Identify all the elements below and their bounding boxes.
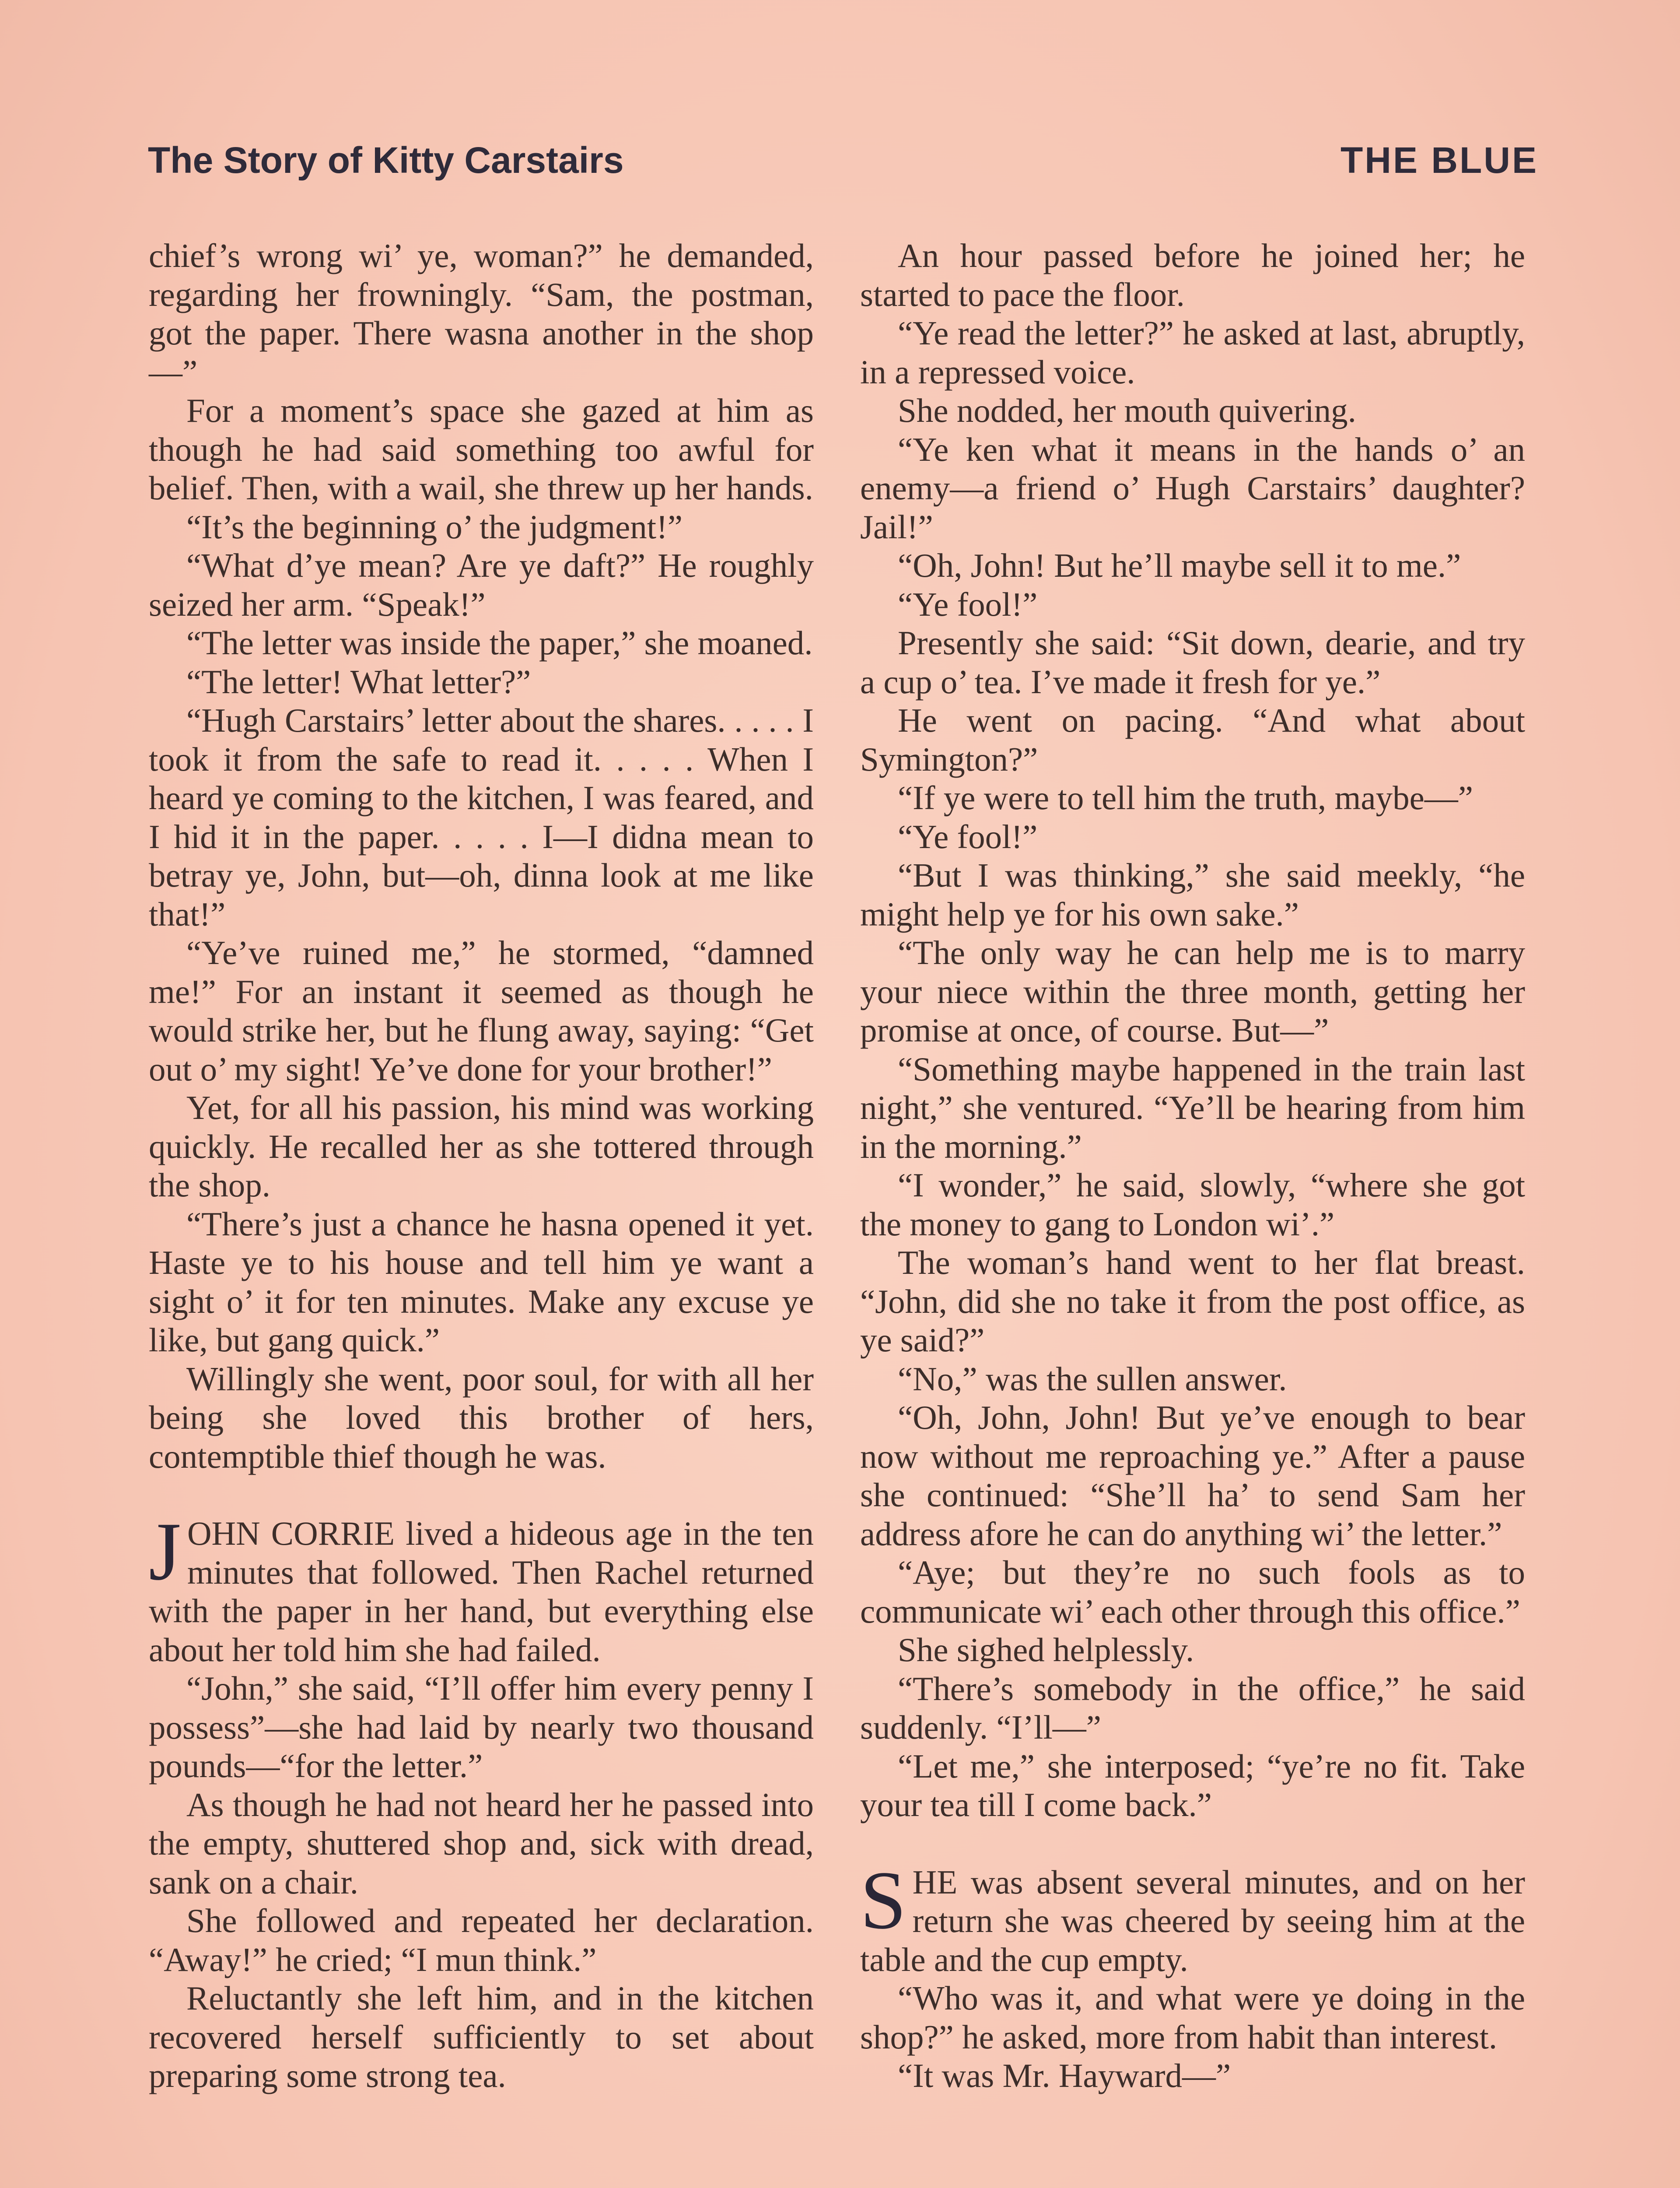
right-column bbox=[860, 236, 1525, 2095]
paragraph: “But I was thinking,” she said meekly, “he might help ye for his own sake.” bbox=[860, 856, 1525, 933]
paragraph: “There’s just a chance he hasna opened it yet. Haste ye to his house and tell him ye want a sight o’ it for ten minutes. Make any excuse ye like, but gang quick.” bbox=[149, 1205, 814, 1359]
paragraph: “Oh, John! But he’ll maybe sell it to me.” bbox=[898, 547, 1461, 584]
section-paragraph bbox=[149, 1506, 814, 1669]
paragraph-text: OHN CORRIE lived a hideous age in the ten minutes that followed. Then Rachel returned with the paper in her hand, but everything else about her told him she had failed. bbox=[149, 1515, 814, 1669]
paragraph: She nodded, her mouth quivering. bbox=[898, 392, 1356, 429]
paragraph: “If ye were to tell him the truth, maybe—” bbox=[898, 779, 1473, 817]
paragraph: She sighed helplessly. bbox=[898, 1631, 1194, 1669]
paragraph: “It’s the beginning o’ the judgment!” bbox=[186, 508, 683, 546]
paragraph: “I wonder,” he said, slowly, “where she got the money to gang to London wi’.” bbox=[860, 1166, 1525, 1243]
drop-cap: J bbox=[149, 1506, 181, 1598]
story-title: The Story of Kitty Carstairs bbox=[148, 140, 624, 181]
section-paragraph bbox=[860, 1854, 1525, 1979]
paragraph: She followed and repeated her declaration. “Away!” he cried; “I mun think.” bbox=[149, 1902, 814, 1978]
paragraph: chief’s wrong wi’ ye, woman?” he demanded, regarding her frowningly. “Sam, the postman, got the paper. There wasna another in the shop—” bbox=[149, 237, 814, 391]
paragraph: “Ye fool!” bbox=[898, 817, 1038, 856]
magazine-title: THE BLUE bbox=[1340, 140, 1538, 181]
paragraph: “John,” she said, “I’ll offer him every penny I possess”—she had laid by nearly two thousand pounds—“for the letter.” bbox=[149, 1669, 814, 1785]
paragraph: “Ye’ve ruined me,” he stormed, “damned me!” For an instant it seemed as though he would strike her, but he flung away, saying: “Get out o’ my sight! Ye’ve done for your brother!” bbox=[149, 934, 814, 1088]
paragraph: “The only way he can help me is to marry your niece within the three month, getting her promise at once, of course. But—” bbox=[860, 934, 1525, 1049]
running-header bbox=[148, 139, 1538, 192]
paragraph: “Ye read the letter?” he asked at last, abruptly, in a repressed voice. bbox=[860, 314, 1525, 391]
paragraph: Reluctantly she left him, and in the kitchen recovered herself sufficiently to set about preparing some strong tea. bbox=[149, 1979, 814, 2094]
paragraph: “Who was it, and what were ye doing in the shop?” he asked, more from habit than interest. bbox=[860, 1979, 1525, 2056]
paragraph: Willingly she went, poor soul, for with all her being she loved this brother of hers, contemptible thief though he was. bbox=[149, 1360, 814, 1475]
paragraph: “What d’ye mean? Are ye daft?” He roughly seized her arm. “Speak!” bbox=[149, 547, 814, 623]
paragraph: The woman’s hand went to her flat breast. “John, did she no take it from the post office, as ye said?” bbox=[860, 1244, 1525, 1359]
paragraph: “Ye ken what it means in the hands o’ an enemy—a friend o’ Hugh Carstairs’ daughter? Jail!” bbox=[860, 430, 1525, 546]
drop-cap: S bbox=[860, 1854, 906, 1946]
paragraph: “No,” was the sullen answer. bbox=[898, 1360, 1287, 1398]
paragraph: “The letter was inside the paper,” she moaned. bbox=[186, 624, 813, 662]
paragraph: Presently she said: “Sit down, dearie, and try a cup o’ tea. I’ve made it fresh for ye.” bbox=[860, 624, 1525, 701]
paragraph: “Oh, John, John! But ye’ve enough to bear now without me reproaching ye.” After a pause she continued: “She’ll ha’ to send Sam her address afore he can do anything wi’ the letter.” bbox=[860, 1399, 1525, 1553]
paragraph: “Aye; but they’re no such fools as to communicate wi’ each other through this office.” bbox=[860, 1553, 1525, 1630]
paragraph: “Ye fool!” bbox=[898, 585, 1038, 623]
left-column bbox=[149, 236, 814, 2095]
paragraph: “The letter! What letter?” bbox=[186, 663, 531, 701]
paragraph: “There’s somebody in the office,” he said suddenly. “I’ll—” bbox=[860, 1669, 1525, 1746]
paragraph: For a moment’s space she gazed at him as though he had said something too awful for belief. Then, with a wail, she threw up her hands. bbox=[149, 392, 814, 507]
paragraph: As though he had not heard her he passed into the empty, shuttered shop and, sick with dread, sank on a chair. bbox=[149, 1785, 814, 1901]
paragraph: “Hugh Carstairs’ letter about the shares. . . . . I took it from the safe to read it. . . . . When I heard ye coming to the kitchen, I was feared, and I hid it in the paper. . . . . I—I didna mean to betray ye, John, but—oh, dinna look at me like that!” bbox=[149, 701, 814, 933]
paragraph: Yet, for all his passion, his mind was working quickly. He recalled her as she tottered through the shop. bbox=[149, 1089, 814, 1204]
paragraph: He went on pacing. “And what about Symington?” bbox=[860, 701, 1525, 778]
paragraph-text: HE was absent several minutes, and on her return she was cheered by seeing him at the table and the cup empty. bbox=[860, 1863, 1525, 1978]
paragraph: “Something maybe happened in the train last night,” she ventured. “Ye’ll be hearing from him in the morning.” bbox=[860, 1050, 1525, 1165]
paragraph: An hour passed before he joined her; he started to pace the floor. bbox=[860, 237, 1525, 313]
paragraph: “Let me,” she interposed; “ye’re no fit. Take your tea till I come back.” bbox=[860, 1747, 1525, 1823]
paragraph: “It was Mr. Hayward—” bbox=[898, 2057, 1231, 2094]
